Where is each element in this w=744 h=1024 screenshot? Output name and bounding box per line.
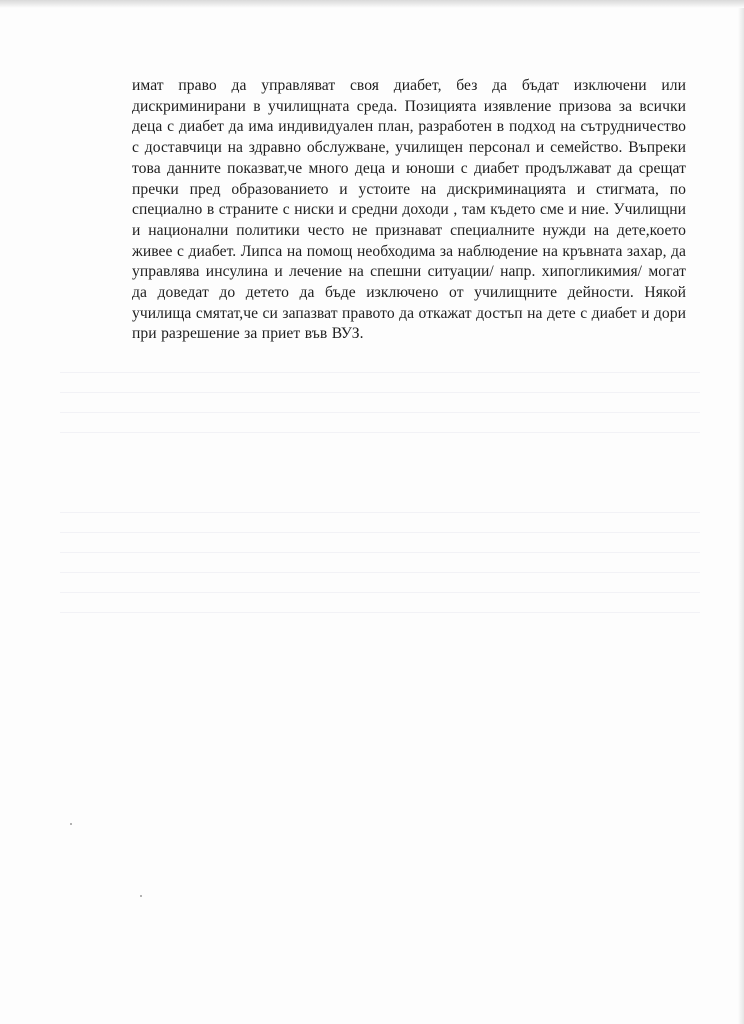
bleed-through-line [60,612,700,613]
bleed-through-line [60,372,700,373]
bleed-through-line [60,392,700,393]
bleed-through-line [60,432,700,433]
body-paragraph: имат право да управляват своя диабет, без да бъдат изключени или дискриминирани в училищната среда. Позицията изявление призова за всички деца с диабет да има индивидуален план, разработен в подход на сътрудничество с доставчици на здравно обслужване, училищен персонал и семейство. Въпреки това данните показват,че много деца и юноши с диабет продължават да срещат пречки пред образованието и устоите на дискриминацията и стигмата, по специално в страните с ниски и средни доходи , там където сме и ние. Училищни и национални политики често не признават специалните нужди на дете,което живее с диабет. Липса на помощ необходима за наблюдение на кръвната захар, да управлява инсулина и лечение на спешни ситуации/ напр. хипогликимия/ могат да доведат до детето да бъде изключено от училищните дейности. Някой училища смятат,че си запазват правото да откажат достъп на дете с диабет и дори при разрешение за приет във ВУЗ. [132,77,686,343]
scan-top-edge [0,0,744,8]
bleed-through-line [60,552,700,553]
bleed-through-line [60,572,700,573]
bleed-through-line [60,592,700,593]
scan-speck [70,823,72,825]
bleed-through-line [60,512,700,513]
bleed-through-line [60,532,700,533]
scan-right-edge [738,8,744,1024]
bleed-through-line [60,412,700,413]
scan-speck [140,895,142,897]
